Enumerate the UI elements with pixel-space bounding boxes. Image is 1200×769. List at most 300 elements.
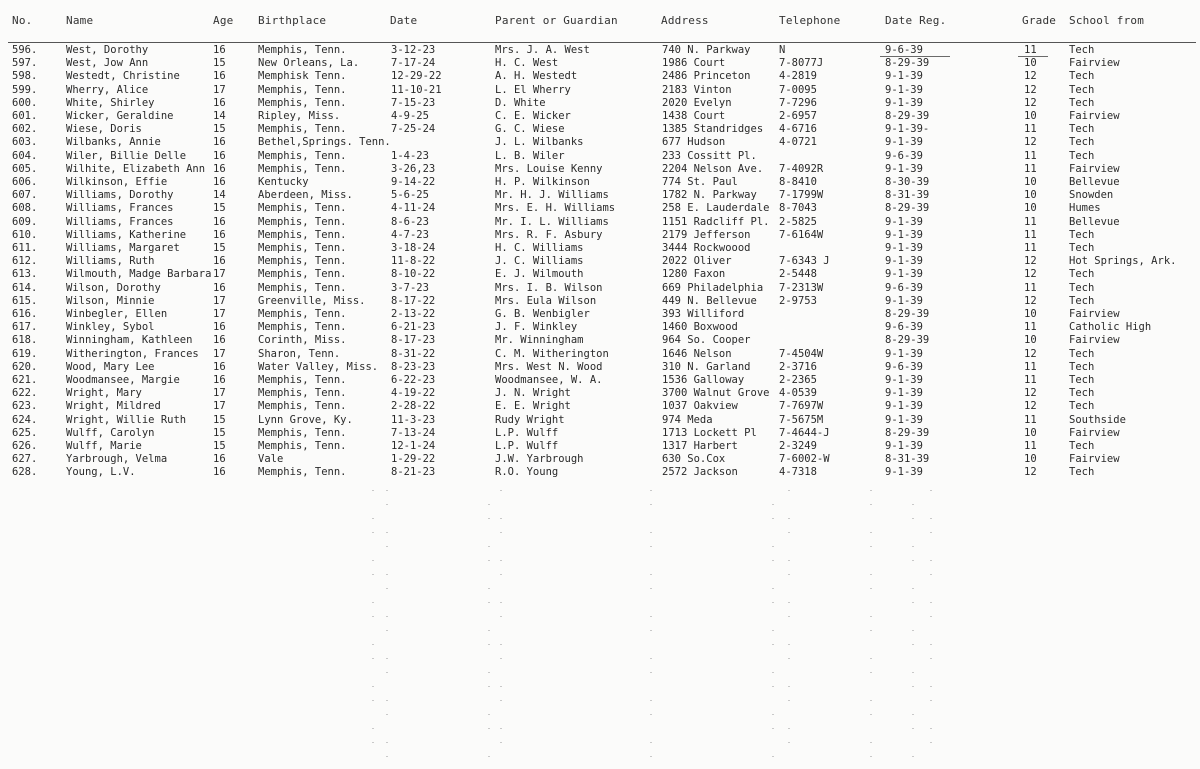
row-no: 601.: [12, 110, 38, 122]
guide-dot: [930, 560, 932, 561]
row-date: 11-10-21: [391, 83, 442, 96]
guide-dot: [372, 602, 374, 603]
guide-dot: [488, 672, 490, 673]
row-telephone: 7-1799W: [779, 189, 824, 202]
guide-dot: [788, 686, 790, 687]
row-grade: 11: [1024, 360, 1037, 373]
guide-dot: [488, 714, 490, 715]
row-parent: Mr. H. J. Williams: [495, 189, 609, 202]
guide-dot: [870, 630, 872, 631]
row-telephone: 2-9753: [779, 294, 817, 307]
row-no: 614.: [12, 281, 38, 294]
row-birthplace: Memphis, Tenn.: [258, 202, 347, 215]
row-birthplace: Aberdeen, Miss.: [258, 189, 353, 202]
row-name: Wulff, Carolyn: [66, 426, 155, 439]
row-address: 1151 Radcliff Pl.: [662, 215, 770, 228]
guide-dot: [650, 532, 652, 533]
row-age: 16: [213, 453, 226, 466]
register-row: [0, 189, 1200, 202]
register-row: [0, 453, 1200, 466]
guide-dot: [386, 658, 388, 659]
guide-dot: [386, 630, 388, 631]
row-birthplace: Memphis, Tenn.: [258, 44, 347, 56]
row-school: Fairview: [1069, 110, 1120, 122]
row-parent: J. N. Wright: [495, 387, 571, 400]
guide-dot: [772, 756, 774, 757]
row-grade: 11: [1024, 242, 1037, 254]
guide-dot: [870, 490, 872, 491]
row-address: 1536 Galloway: [662, 374, 745, 386]
row-date-reg: 8-29-39: [885, 202, 930, 215]
guide-dot: [386, 490, 388, 491]
row-date-reg: 9-6-39: [885, 360, 923, 373]
row-telephone: 4-6716: [779, 123, 817, 136]
row-address: 1646 Nelson: [662, 347, 732, 360]
row-age: 16: [213, 96, 226, 109]
row-school: Catholic High: [1069, 321, 1152, 334]
row-address: 2022 Oliver: [662, 255, 732, 268]
row-grade: 11: [1024, 413, 1037, 426]
row-grade: 10: [1024, 189, 1037, 202]
row-date-reg: 9-1-39: [885, 242, 923, 254]
row-date: 6-22-23: [391, 374, 436, 386]
row-no: 608.: [12, 202, 38, 215]
row-parent: L.P. Wulff: [495, 440, 559, 452]
row-school: Fairview: [1069, 334, 1120, 347]
row-address: 233 Cossitt Pl.: [662, 149, 757, 162]
header-birthplace: Birthplace: [258, 14, 327, 27]
guide-dot: [870, 546, 872, 547]
row-address: 964 So. Cooper: [662, 334, 751, 347]
row-school: Tech: [1069, 149, 1095, 162]
header-age: Age: [213, 14, 234, 27]
row-date-reg: 8-29-39: [885, 334, 930, 347]
row-parent: L.P. Wulff: [495, 426, 559, 439]
row-name: Wherry, Alice: [66, 83, 149, 96]
row-school: Bellevue: [1069, 176, 1120, 188]
row-name: Wilmouth, Madge Barbara: [66, 268, 212, 281]
guide-dot: [912, 714, 914, 715]
row-age: 16: [213, 466, 226, 479]
guide-dot: [650, 616, 652, 617]
row-school: Fairview: [1069, 308, 1120, 320]
row-birthplace: Memphis, Tenn.: [258, 123, 347, 136]
guide-dot: [772, 644, 774, 645]
guide-dot: [650, 630, 652, 631]
row-date: 1-29-22: [391, 453, 436, 466]
guide-dot: [912, 518, 914, 519]
guide-dot: [870, 588, 872, 589]
row-school: Snowden: [1069, 189, 1114, 202]
row-age: 16: [213, 136, 226, 149]
row-date: 7-15-23: [391, 96, 436, 109]
row-school: Tech: [1069, 281, 1095, 294]
header-address: Address: [661, 14, 709, 27]
register-row: [0, 387, 1200, 400]
guide-dot: [930, 518, 932, 519]
row-grade: 11: [1024, 123, 1037, 136]
row-age: 16: [213, 255, 226, 268]
row-parent: Mr. I. L. Williams: [495, 215, 609, 228]
guide-dot: [488, 588, 490, 589]
guide-dot: [772, 504, 774, 505]
guide-dot: [788, 700, 790, 701]
row-age: 17: [213, 400, 226, 413]
guide-dot: [870, 742, 872, 743]
row-school: Tech: [1069, 294, 1095, 307]
guide-dot: [372, 658, 374, 659]
header-telephone: Telephone: [779, 14, 841, 27]
guide-dot: [788, 602, 790, 603]
row-date-reg: 9-1-39: [885, 466, 923, 479]
row-birthplace: Memphis, Tenn.: [258, 440, 347, 452]
guide-dot: [650, 490, 652, 491]
row-no: 602.: [12, 123, 38, 136]
row-date-reg: 9-6-39: [885, 321, 923, 334]
guide-dot: [870, 672, 872, 673]
guide-dot: [650, 742, 652, 743]
row-age: 16: [213, 334, 226, 347]
row-parent: J. L. Wilbanks: [495, 136, 584, 149]
row-address: 2204 Nelson Ave.: [662, 162, 764, 175]
guide-dot: [870, 714, 872, 715]
row-address: 1460 Boxwood: [662, 321, 738, 334]
row-address: 1986 Court: [662, 57, 726, 70]
row-no: 626.: [12, 440, 38, 452]
row-age: 16: [213, 149, 226, 162]
row-date: 7-25-24: [391, 123, 436, 136]
header-rule: [8, 42, 1196, 43]
row-school: Tech: [1069, 70, 1095, 83]
row-address: 3444 Rockwoood: [662, 242, 751, 254]
guide-dot: [912, 560, 914, 561]
row-parent: Mrs. West N. Wood: [495, 360, 603, 373]
row-date: 8-23-23: [391, 360, 436, 373]
row-date-reg: 9-1-39: [885, 96, 923, 109]
row-date-reg: 9-6-39: [885, 44, 923, 56]
guide-dot: [488, 728, 490, 729]
row-date-reg: 9-1-39: [885, 294, 923, 307]
guide-dot: [788, 742, 790, 743]
row-grade: 12: [1024, 70, 1037, 83]
row-date: 3-7-23: [391, 281, 429, 294]
row-address: 1317 Harbert: [662, 440, 738, 452]
row-school: Southside: [1069, 413, 1126, 426]
row-grade: 12: [1024, 387, 1037, 400]
guide-dot: [386, 504, 388, 505]
row-address: 740 N. Parkway: [662, 44, 751, 56]
row-grade: 12: [1024, 294, 1037, 307]
row-school: Tech: [1069, 136, 1095, 149]
row-address: 258 E. Lauderdale: [662, 202, 770, 215]
guide-dot: [650, 672, 652, 673]
row-telephone: 2-3249: [779, 440, 817, 452]
row-birthplace: Memphis, Tenn.: [258, 149, 347, 162]
row-address: 2020 Evelyn: [662, 96, 732, 109]
row-no: 613.: [12, 268, 38, 281]
guide-dot: [488, 686, 490, 687]
row-age: 16: [213, 162, 226, 175]
row-date-reg: 9-1-39: [885, 440, 923, 452]
row-address: 2572 Jackson: [662, 466, 738, 479]
guide-dot: [650, 714, 652, 715]
guide-dot: [386, 714, 388, 715]
row-name: Yarbrough, Velma: [66, 453, 168, 466]
register-row: [0, 57, 1200, 70]
row-telephone: 8-8410: [779, 176, 817, 188]
row-telephone: 7-8077J: [779, 57, 824, 70]
guide-dot: [772, 714, 774, 715]
row-name: Witherington, Frances: [66, 347, 199, 360]
row-date-reg: 9-1-39: [885, 387, 923, 400]
row-birthplace: Memphis, Tenn.: [258, 281, 347, 294]
row-address: 1385 Standridges: [662, 123, 764, 136]
row-school: Fairview: [1069, 162, 1120, 175]
row-age: 15: [213, 413, 226, 426]
row-date-reg: 8-29-39: [885, 426, 930, 439]
row-name: Winkley, Sybol: [66, 321, 155, 334]
row-no: 615.: [12, 294, 38, 307]
row-school: Tech: [1069, 466, 1095, 479]
row-birthplace: Memphis, Tenn.: [258, 255, 347, 268]
row-no: 617.: [12, 321, 38, 334]
row-name: Wright, Mary: [66, 387, 142, 400]
row-telephone: 7-4504W: [779, 347, 824, 360]
row-birthplace: Kentucky: [258, 176, 309, 188]
row-grade: 12: [1024, 83, 1037, 96]
guide-dot: [500, 602, 502, 603]
row-name: Wiler, Billie Delle: [66, 149, 187, 162]
row-telephone: 2-5825: [779, 215, 817, 228]
row-date: 4-19-22: [391, 387, 436, 400]
guide-dot: [788, 728, 790, 729]
guide-dot: [772, 560, 774, 561]
row-telephone: 4-7318: [779, 466, 817, 479]
guide-dot: [930, 602, 932, 603]
header-no: No.: [12, 14, 33, 27]
guide-dot: [870, 756, 872, 757]
row-address: 1280 Faxon: [662, 268, 726, 281]
guide-dot: [500, 644, 502, 645]
row-date-reg: 9-1-39: [885, 228, 923, 241]
row-name: Williams, Dorothy: [66, 189, 174, 202]
row-date-reg: 9-1-39: [885, 162, 923, 175]
row-no: 622.: [12, 387, 38, 400]
row-telephone: 4-0539: [779, 387, 817, 400]
row-no: 611.: [12, 242, 38, 254]
guide-dot: [500, 686, 502, 687]
row-parent: L. El Wherry: [495, 83, 571, 96]
row-school: Tech: [1069, 347, 1095, 360]
row-parent: J. F. Winkley: [495, 321, 578, 334]
row-telephone: 7-7296: [779, 96, 817, 109]
guide-dot: [912, 630, 914, 631]
guide-dot: [870, 504, 872, 505]
guide-dot: [372, 700, 374, 701]
row-birthplace: Memphis, Tenn.: [258, 96, 347, 109]
row-birthplace: Memphis, Tenn.: [258, 308, 347, 320]
guide-dot: [870, 532, 872, 533]
row-parent: E. J. Wilmouth: [495, 268, 584, 281]
register-row: [0, 348, 1200, 361]
guide-dot: [772, 728, 774, 729]
row-school: Tech: [1069, 83, 1095, 96]
row-school: Tech: [1069, 228, 1095, 241]
row-name: West, Jow Ann: [66, 57, 149, 70]
row-birthplace: Memphis, Tenn.: [258, 215, 347, 228]
guide-dot: [488, 756, 490, 757]
row-grade: 10: [1024, 57, 1037, 70]
row-address: 1037 Oakview: [662, 400, 738, 413]
row-age: 17: [213, 347, 226, 360]
row-no: 618.: [12, 334, 38, 347]
guide-dot: [772, 686, 774, 687]
row-no: 612.: [12, 255, 38, 268]
row-school: Fairview: [1069, 57, 1120, 70]
guide-dot: [386, 588, 388, 589]
row-no: 619.: [12, 347, 38, 360]
row-birthplace: Lynn Grove, Ky.: [258, 413, 353, 426]
register-row: [0, 334, 1200, 347]
register-row: [0, 229, 1200, 242]
row-name: Wilkinson, Effie: [66, 176, 168, 188]
register-row: [0, 400, 1200, 413]
row-date-reg: 9-6-39: [885, 149, 923, 162]
register-row: [0, 70, 1200, 83]
row-school: Tech: [1069, 400, 1095, 413]
row-parent: Mrs. J. A. West: [495, 44, 590, 56]
row-name: White, Shirley: [66, 96, 155, 109]
guide-dot: [372, 616, 374, 617]
row-no: 610.: [12, 228, 38, 241]
row-school: Tech: [1069, 374, 1095, 386]
header-school: School from: [1069, 14, 1145, 27]
register-row: [0, 216, 1200, 229]
guide-dot: [500, 700, 502, 701]
row-date: 11-8-22: [391, 255, 436, 268]
row-date: 4-9-25: [391, 110, 429, 122]
row-school: Humes: [1069, 202, 1101, 215]
row-name: Williams, Margaret: [66, 242, 180, 254]
guide-dot: [372, 644, 374, 645]
row-telephone: 4-2819: [779, 70, 817, 83]
register-row: [0, 295, 1200, 308]
row-parent: L. B. Wiler: [495, 149, 565, 162]
row-telephone: 7-2313W: [779, 281, 824, 294]
row-grade: 12: [1024, 268, 1037, 281]
row-address: 1782 N. Parkway: [662, 189, 757, 202]
row-age: 16: [213, 176, 226, 188]
guide-dot: [386, 574, 388, 575]
register-row: [0, 282, 1200, 295]
row-date: 8-6-23: [391, 215, 429, 228]
row-grade: 12: [1024, 136, 1037, 149]
row-name: West, Dorothy: [66, 44, 149, 56]
row-no: 597.: [12, 57, 38, 70]
row-date-reg: 9-6-39: [885, 281, 923, 294]
row-telephone: 2-2365: [779, 374, 817, 386]
row-date: 2-28-22: [391, 400, 436, 413]
row-age: 16: [213, 374, 226, 386]
guide-dot: [930, 700, 932, 701]
guide-dot: [912, 728, 914, 729]
register-row: [0, 150, 1200, 163]
guide-dot: [772, 588, 774, 589]
row-telephone: 2-3716: [779, 360, 817, 373]
row-parent: A. H. Westedt: [495, 70, 578, 83]
guide-dot: [870, 658, 872, 659]
row-grade: 10: [1024, 110, 1037, 122]
row-grade: 11: [1024, 215, 1037, 228]
row-date-reg: 9-1-39: [885, 136, 923, 149]
row-age: 15: [213, 426, 226, 439]
guide-dot: [500, 658, 502, 659]
guide-dot: [650, 574, 652, 575]
row-telephone: 4-0721: [779, 136, 817, 149]
row-parent: Mrs. Louise Kenny: [495, 162, 603, 175]
row-telephone: 8-7043: [779, 202, 817, 215]
row-date: 8-17-23: [391, 334, 436, 347]
guide-dot: [372, 728, 374, 729]
row-date: 3-12-23: [391, 44, 436, 56]
guide-dot: [912, 588, 914, 589]
guide-dot: [650, 588, 652, 589]
row-grade: 11: [1024, 321, 1037, 334]
row-address: 1438 Court: [662, 110, 726, 122]
row-address: 2183 Vinton: [662, 83, 732, 96]
guide-dot: [500, 532, 502, 533]
row-age: 14: [213, 189, 226, 202]
row-grade: 10: [1024, 426, 1037, 439]
row-no: 625.: [12, 426, 38, 439]
row-no: 607.: [12, 189, 38, 202]
row-birthplace: Water Valley, Miss.: [258, 360, 379, 373]
row-telephone: 7-4644-J: [779, 426, 830, 439]
row-birthplace: Memphisk Tenn.: [258, 70, 347, 83]
row-date-reg: 9-1-39: [885, 268, 923, 281]
guide-dot: [500, 574, 502, 575]
row-parent: G. C. Wiese: [495, 123, 565, 136]
row-birthplace: Memphis, Tenn.: [258, 228, 347, 241]
row-date-reg: 9-1-39: [885, 374, 923, 386]
row-birthplace: Memphis, Tenn.: [258, 321, 347, 334]
row-name: Williams, Frances: [66, 215, 174, 228]
row-age: 15: [213, 123, 226, 136]
guide-dot: [772, 630, 774, 631]
row-parent: G. B. Wenbigler: [495, 308, 590, 320]
row-age: 15: [213, 440, 226, 452]
header-grade: Grade: [1022, 14, 1057, 27]
register-row: [0, 242, 1200, 255]
row-parent: Mrs. E. H. Williams: [495, 202, 616, 215]
row-school: Tech: [1069, 96, 1095, 109]
row-name: Wicker, Geraldine: [66, 110, 174, 122]
row-grade: 12: [1024, 466, 1037, 479]
row-birthplace: Memphis, Tenn.: [258, 242, 347, 254]
row-grade: 10: [1024, 453, 1037, 466]
row-date-reg: 9-1-39: [885, 215, 923, 228]
guide-dot: [488, 630, 490, 631]
row-parent: Woodmansee, W. A.: [495, 374, 603, 386]
row-birthplace: Memphis, Tenn.: [258, 162, 347, 175]
guide-dot: [500, 728, 502, 729]
register-row: [0, 374, 1200, 387]
row-address: 974 Meda: [662, 413, 713, 426]
row-no: 609.: [12, 215, 38, 228]
row-grade: 12: [1024, 255, 1037, 268]
row-parent: J.W. Yarbrough: [495, 453, 584, 466]
guide-dot: [650, 756, 652, 757]
